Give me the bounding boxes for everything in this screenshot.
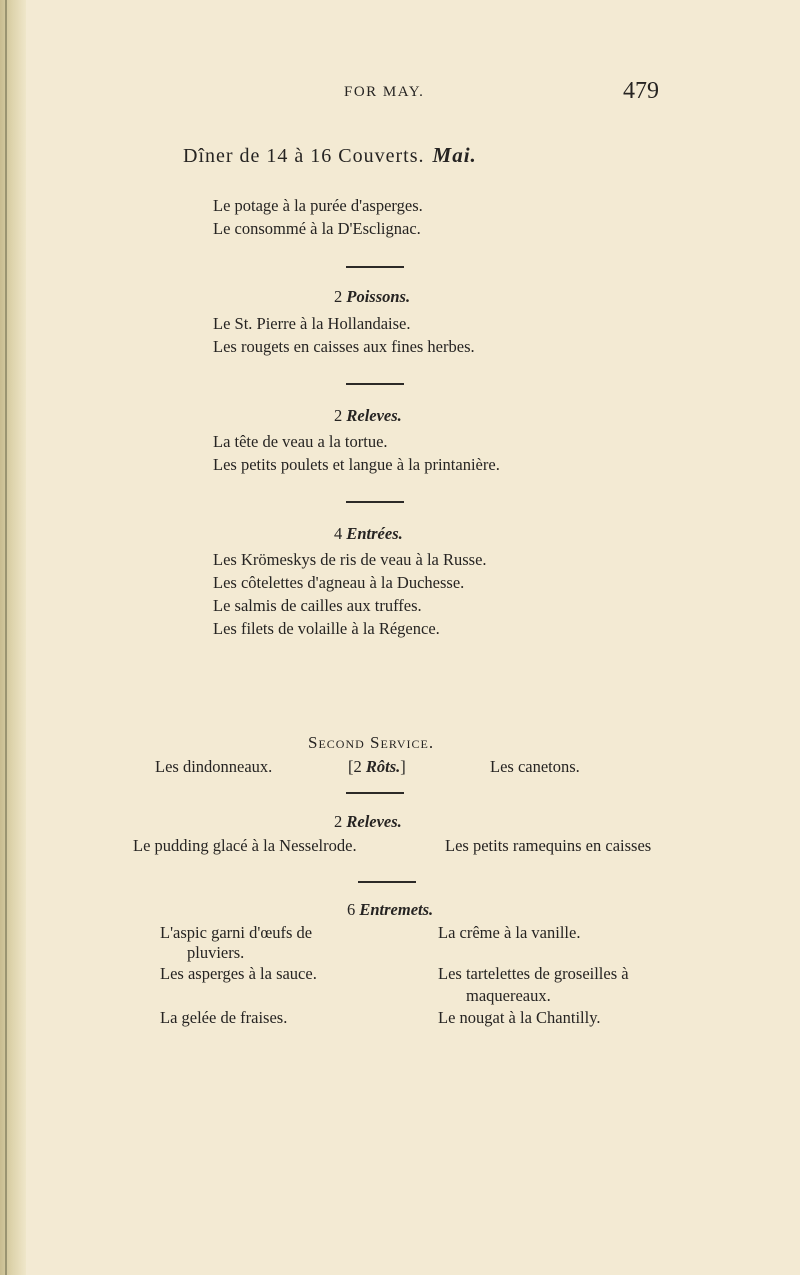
rots-label: Rôts. [365,757,401,776]
releves-label: Releves. [346,406,402,425]
entremets-label: Entremets. [359,900,434,919]
entree-item: Les filets de volaille à la Régence. [213,619,440,638]
entree-item: Les Krömeskys de ris de veau à la Russe. [213,550,487,569]
page-number: 479 [623,78,659,104]
entremet-left-item: Les asperges à la sauce. [160,964,317,983]
running-title: FOR MAY. [344,84,425,100]
menu-title-month: Mai. [432,143,477,167]
page-header [0,80,800,110]
entremet-right-item: maquereaux. [466,986,551,1005]
section-divider [346,501,404,503]
binding-gutter [0,0,26,1275]
section-divider [358,881,416,883]
entremet-right-item: Les tartelettes de groseilles à [438,964,629,983]
second-service-heading: Second Service. [308,733,435,752]
entrees-count: 4 [334,524,343,543]
releve-item: Les petits poulets et langue à la printanière. [213,455,500,474]
binding-shadow-line [5,0,7,1275]
entremets-heading [347,900,433,920]
releves-2-count: 2 [334,812,343,831]
entremet-right-item: La crême à la vanille. [438,923,581,942]
releve-2-right-item: Les petits ramequins en caisses [445,836,652,855]
entremets-count: 6 [347,900,356,919]
releve-item: La tête de veau a la tortue. [213,432,388,451]
rots-bracket-open: [2 [348,757,362,776]
section-divider [346,792,404,794]
poisson-item: Les rougets en caisses aux fines herbes. [213,337,475,356]
entremet-left-item: La gelée de fraises. [160,1008,288,1027]
menu-title [183,143,477,168]
releves-2-heading [334,812,402,832]
entrees-heading [334,524,403,544]
entremet-left-item: pluviers. [187,943,245,962]
releves-heading [334,406,402,426]
entremet-left-item: L'aspic garni d'œufs de [160,923,313,942]
poissons-label: Poissons. [346,287,411,306]
releve-2-left-item: Le pudding glacé à la Nesselrode. [133,836,357,855]
rots-left-item: Les dindonneaux. [155,757,273,776]
rots-heading [348,757,406,777]
menu-title-text: Dîner de 14 à 16 Couverts. [183,145,425,167]
potage-item: Le consommé à la D'Esclignac. [213,219,421,238]
entree-item: Le salmis de cailles aux truffes. [213,596,422,615]
section-divider [346,266,404,268]
section-divider [346,383,404,385]
entree-item: Les côtelettes d'agneau à la Duchesse. [213,573,465,592]
entremet-right-item: Le nougat à la Chantilly. [438,1008,601,1027]
rots-right-item: Les canetons. [490,757,580,776]
poissons-count: 2 [334,287,343,306]
entrees-label: Entrées. [346,524,403,543]
rots-bracket-close: ] [400,757,406,776]
potage-item: Le potage à la purée d'asperges. [213,196,423,215]
poisson-item: Le St. Pierre à la Hollandaise. [213,314,411,333]
poissons-heading [334,287,410,307]
releves-2-label: Releves. [346,812,402,831]
releves-count: 2 [334,406,343,425]
